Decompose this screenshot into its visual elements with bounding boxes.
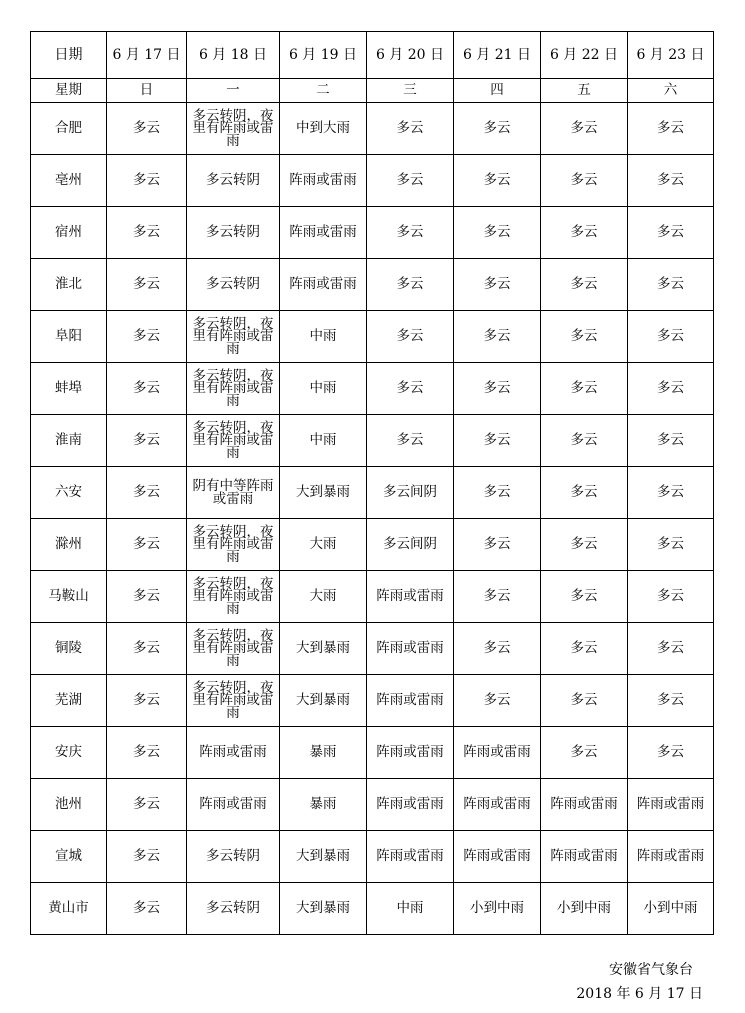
city-name-cell: 马鞍山 [31, 571, 107, 623]
date-header-cell: 6 月 19 日 [280, 32, 367, 79]
weather-forecast-table [30, 31, 714, 935]
forecast-cell: 暴雨 [280, 779, 367, 831]
forecast-cell: 小到中雨 [454, 883, 541, 935]
forecast-cell: 大雨 [280, 571, 367, 623]
weekday-header-cell: 日 [107, 79, 187, 103]
forecast-cell: 多云转阴，夜里有阵雨或雷雨 [187, 675, 280, 727]
forecast-cell: 阵雨或雷雨 [628, 779, 714, 831]
forecast-cell: 多云 [367, 103, 454, 155]
forecast-cell: 阵雨或雷雨 [187, 779, 280, 831]
forecast-cell: 多云 [628, 207, 714, 259]
forecast-cell: 阵雨或雷雨 [454, 779, 541, 831]
date-header-label: 日期 [31, 32, 107, 79]
city-name-cell: 池州 [31, 779, 107, 831]
forecast-cell: 多云 [454, 155, 541, 207]
forecast-cell: 多云 [541, 103, 628, 155]
table-row [31, 779, 714, 831]
forecast-cell: 多云转阴，夜里有阵雨或雷雨 [187, 363, 280, 415]
city-name-cell: 淮南 [31, 415, 107, 467]
forecast-cell: 多云 [107, 727, 187, 779]
forecast-cell: 阵雨或雷雨 [280, 259, 367, 311]
weekday-header-cell: 六 [628, 79, 714, 103]
forecast-cell: 小到中雨 [628, 883, 714, 935]
forecast-cell: 多云转阴 [187, 207, 280, 259]
forecast-cell: 阵雨或雷雨 [280, 155, 367, 207]
forecast-cell: 大到暴雨 [280, 623, 367, 675]
forecast-cell: 多云 [628, 727, 714, 779]
forecast-cell: 多云 [628, 155, 714, 207]
forecast-cell: 中到大雨 [280, 103, 367, 155]
date-header-cell: 6 月 22 日 [541, 32, 628, 79]
city-name-cell: 安庆 [31, 727, 107, 779]
forecast-cell: 多云 [454, 519, 541, 571]
forecast-cell: 多云 [367, 415, 454, 467]
forecast-cell: 多云 [628, 103, 714, 155]
forecast-cell: 中雨 [280, 311, 367, 363]
forecast-cell: 多云 [107, 519, 187, 571]
forecast-cell: 多云间阴 [367, 467, 454, 519]
forecast-cell: 多云转阴，夜里有阵雨或雷雨 [187, 311, 280, 363]
forecast-cell: 多云 [541, 155, 628, 207]
header-weekday-row [31, 79, 714, 103]
table-row [31, 363, 714, 415]
weekday-header-cell: 三 [367, 79, 454, 103]
forecast-cell: 多云转阴 [187, 883, 280, 935]
forecast-cell: 多云 [107, 571, 187, 623]
table-row [31, 727, 714, 779]
forecast-cell: 多云转阴 [187, 259, 280, 311]
forecast-cell: 多云 [628, 675, 714, 727]
forecast-cell: 多云转阴，夜里有阵雨或雷雨 [187, 415, 280, 467]
forecast-cell: 大到暴雨 [280, 675, 367, 727]
table-row [31, 883, 714, 935]
forecast-cell: 中雨 [280, 363, 367, 415]
forecast-cell: 多云 [541, 519, 628, 571]
forecast-cell: 多云 [628, 363, 714, 415]
table-row [31, 155, 714, 207]
forecast-cell: 多云 [107, 675, 187, 727]
date-header-cell: 6 月 18 日 [187, 32, 280, 79]
table-row [31, 415, 714, 467]
forecast-cell: 多云 [628, 571, 714, 623]
forecast-cell: 阵雨或雷雨 [367, 831, 454, 883]
forecast-cell: 多云转阴，夜里有阵雨或雷雨 [187, 623, 280, 675]
table-row [31, 207, 714, 259]
forecast-cell: 阵雨或雷雨 [454, 727, 541, 779]
table-body [31, 32, 714, 935]
forecast-cell: 多云 [107, 363, 187, 415]
forecast-cell: 多云 [107, 883, 187, 935]
forecast-cell: 多云 [541, 467, 628, 519]
forecast-cell: 多云 [454, 311, 541, 363]
forecast-cell: 多云 [454, 675, 541, 727]
city-name-cell: 淮北 [31, 259, 107, 311]
forecast-cell: 大雨 [280, 519, 367, 571]
forecast-cell: 大到暴雨 [280, 831, 367, 883]
forecast-cell: 多云 [628, 467, 714, 519]
forecast-cell: 多云转阴，夜里有阵雨或雷雨 [187, 571, 280, 623]
forecast-cell: 多云 [107, 831, 187, 883]
city-name-cell: 蚌埠 [31, 363, 107, 415]
forecast-cell: 暴雨 [280, 727, 367, 779]
forecast-cell: 多云 [454, 623, 541, 675]
forecast-cell: 阵雨或雷雨 [367, 623, 454, 675]
forecast-cell: 多云 [107, 207, 187, 259]
forecast-cell: 小到中雨 [541, 883, 628, 935]
forecast-cell: 多云转阴 [187, 155, 280, 207]
forecast-cell: 多云 [107, 467, 187, 519]
table-row [31, 103, 714, 155]
forecast-cell: 阵雨或雷雨 [367, 779, 454, 831]
forecast-cell: 多云 [628, 311, 714, 363]
city-name-cell: 宿州 [31, 207, 107, 259]
forecast-cell: 阵雨或雷雨 [367, 571, 454, 623]
forecast-cell: 多云 [628, 623, 714, 675]
forecast-cell: 多云 [541, 207, 628, 259]
weekday-header-cell: 二 [280, 79, 367, 103]
forecast-cell: 多云 [454, 415, 541, 467]
forecast-cell: 多云 [628, 519, 714, 571]
forecast-cell: 多云 [541, 623, 628, 675]
forecast-cell: 多云 [454, 467, 541, 519]
city-name-cell: 铜陵 [31, 623, 107, 675]
issue-date: 2018 年 6 月 17 日 [576, 986, 703, 1002]
forecast-cell: 多云 [454, 259, 541, 311]
document-footer [576, 958, 703, 1006]
forecast-cell: 中雨 [367, 883, 454, 935]
forecast-cell: 多云 [541, 311, 628, 363]
forecast-cell: 阵雨或雷雨 [280, 207, 367, 259]
forecast-cell: 阴有中等阵雨或雷雨 [187, 467, 280, 519]
forecast-cell: 多云 [628, 259, 714, 311]
header-date-row [31, 32, 714, 79]
city-name-cell: 阜阳 [31, 311, 107, 363]
forecast-cell: 多云 [454, 207, 541, 259]
forecast-cell: 多云 [454, 363, 541, 415]
forecast-cell: 多云 [541, 571, 628, 623]
forecast-cell: 多云 [367, 311, 454, 363]
forecast-cell: 多云 [367, 363, 454, 415]
table-row [31, 831, 714, 883]
forecast-cell: 多云 [541, 259, 628, 311]
issuer-name: 安徽省气象台 [609, 962, 693, 978]
forecast-cell: 多云间阴 [367, 519, 454, 571]
forecast-cell: 大到暴雨 [280, 467, 367, 519]
forecast-cell: 多云 [107, 311, 187, 363]
weekday-header-cell: 四 [454, 79, 541, 103]
forecast-cell: 多云 [541, 415, 628, 467]
forecast-cell: 多云 [628, 415, 714, 467]
forecast-cell: 多云 [367, 259, 454, 311]
forecast-cell: 多云 [541, 363, 628, 415]
forecast-cell: 阵雨或雷雨 [187, 727, 280, 779]
forecast-cell: 多云转阴，夜里有阵雨或雷雨 [187, 103, 280, 155]
table-row [31, 259, 714, 311]
forecast-cell: 多云 [541, 727, 628, 779]
forecast-cell: 多云 [454, 103, 541, 155]
forecast-cell: 多云 [107, 103, 187, 155]
city-name-cell: 宣城 [31, 831, 107, 883]
forecast-cell: 阵雨或雷雨 [628, 831, 714, 883]
forecast-cell: 多云 [367, 155, 454, 207]
table-row [31, 467, 714, 519]
city-name-cell: 亳州 [31, 155, 107, 207]
table-row [31, 571, 714, 623]
forecast-cell: 多云 [454, 571, 541, 623]
weekday-header-cell: 一 [187, 79, 280, 103]
weekday-header-cell: 五 [541, 79, 628, 103]
table-row [31, 519, 714, 571]
forecast-cell: 阵雨或雷雨 [541, 779, 628, 831]
forecast-cell: 中雨 [280, 415, 367, 467]
city-name-cell: 芜湖 [31, 675, 107, 727]
city-name-cell: 六安 [31, 467, 107, 519]
date-header-cell: 6 月 21 日 [454, 32, 541, 79]
forecast-cell: 多云 [107, 623, 187, 675]
forecast-cell: 大到暴雨 [280, 883, 367, 935]
date-header-cell: 6 月 20 日 [367, 32, 454, 79]
table-row [31, 311, 714, 363]
forecast-cell: 多云 [107, 259, 187, 311]
city-name-cell: 黄山市 [31, 883, 107, 935]
weekday-header-label: 星期 [31, 79, 107, 103]
forecast-cell: 多云 [107, 155, 187, 207]
table-row [31, 675, 714, 727]
city-name-cell: 滁州 [31, 519, 107, 571]
forecast-cell: 阵雨或雷雨 [367, 675, 454, 727]
forecast-cell: 多云 [107, 415, 187, 467]
table-row [31, 623, 714, 675]
forecast-cell: 阵雨或雷雨 [367, 727, 454, 779]
forecast-cell: 多云转阴 [187, 831, 280, 883]
date-header-cell: 6 月 23 日 [628, 32, 714, 79]
forecast-cell: 多云 [107, 779, 187, 831]
date-header-cell: 6 月 17 日 [107, 32, 187, 79]
forecast-cell: 阵雨或雷雨 [541, 831, 628, 883]
forecast-cell: 多云转阴，夜里有阵雨或雷雨 [187, 519, 280, 571]
city-name-cell: 合肥 [31, 103, 107, 155]
forecast-cell: 多云 [367, 207, 454, 259]
forecast-cell: 阵雨或雷雨 [454, 831, 541, 883]
forecast-cell: 多云 [541, 675, 628, 727]
